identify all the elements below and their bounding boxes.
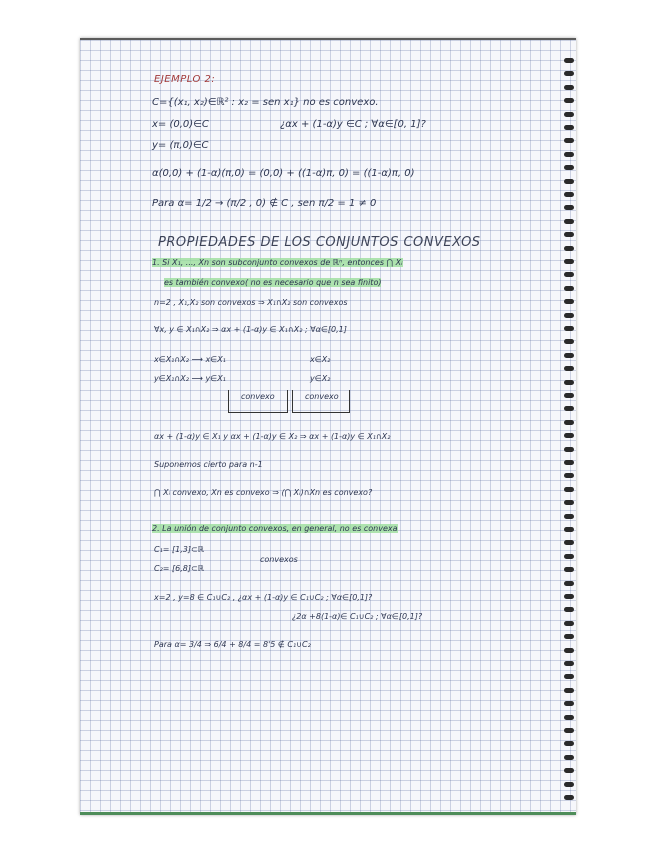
convexo-label-2: convexo <box>305 392 339 401</box>
spiral-ring <box>564 634 574 639</box>
spiral-ring <box>564 581 574 586</box>
properties-heading: PROPIEDADES DE LOS CONJUNTOS CONVEXOS <box>158 235 481 250</box>
example-title: EJEMPLO 2: <box>154 74 216 85</box>
spiral-ring <box>564 768 574 773</box>
right-row-2: y∈X₂ <box>310 374 331 383</box>
left-row-1: x∈X₁∩X₂ ⟶ x∈X₁ <box>154 355 226 364</box>
notebook-page <box>80 38 576 815</box>
suponemos-line: Suponemos cierto para n-1 <box>154 460 263 469</box>
spiral-ring <box>564 406 574 411</box>
spiral-ring <box>564 607 574 612</box>
spiral-ring <box>564 688 574 693</box>
spiral-ring <box>564 487 574 492</box>
spiral-ring <box>564 795 574 800</box>
spiral-ring <box>564 715 574 720</box>
spiral-ring <box>564 366 574 371</box>
point-y-line: y= (π,0)∈C <box>152 140 209 151</box>
property-1-line-1: 1. Si X₁, ..., Xn son subconjunto convexos de ℝⁿ, entonces ⋂ Xᵢ <box>152 258 403 267</box>
spiral-ring <box>564 246 574 251</box>
spiral-ring <box>564 527 574 532</box>
spiral-ring <box>564 179 574 184</box>
spiral-ring <box>564 259 574 264</box>
spiral-ring <box>564 272 574 277</box>
spiral-ring <box>564 339 574 344</box>
spiral-ring <box>564 380 574 385</box>
spiral-ring <box>564 621 574 626</box>
spiral-ring <box>564 728 574 733</box>
spiral-ring <box>564 433 574 438</box>
spiral-ring <box>564 554 574 559</box>
spiral-ring <box>564 540 574 545</box>
second-question-line: ¿2α +8(1-α)∈ C₁∪C₂ ; ∀α∈[0,1]? <box>292 612 423 621</box>
spiral-ring <box>564 313 574 318</box>
c1-line: C₁= [1,3]⊂ℝ <box>154 545 205 554</box>
convexo-label-1: convexo <box>241 392 275 401</box>
spiral-ring <box>564 420 574 425</box>
forall-line: ∀x, y ∈ X₁∩X₂ ⇒ αx + (1-α)y ∈ X₁∩X₂ ; ∀α∈[0,1] <box>154 325 347 334</box>
spiral-ring <box>564 353 574 358</box>
spiral-ring <box>564 138 574 143</box>
spiral-ring <box>564 112 574 117</box>
n2-line: n=2 , X₁,X₂ son convexos ⇒ X₁∩X₂ son convexos <box>154 298 348 307</box>
spiral-ring <box>564 232 574 237</box>
question-line: ¿αx + (1-α)y ∈C ; ∀α∈[0, 1]? <box>280 119 426 130</box>
spiral-ring <box>564 661 574 666</box>
spiral-ring <box>564 286 574 291</box>
convexo-box-right <box>292 390 350 413</box>
spiral-ring <box>564 85 574 90</box>
spiral-ring <box>564 393 574 398</box>
spiral-ring <box>564 165 574 170</box>
spiral-ring <box>564 299 574 304</box>
spiral-ring <box>564 219 574 224</box>
spiral-ring <box>564 460 574 465</box>
spiral-ring <box>564 447 574 452</box>
spiral-ring <box>564 674 574 679</box>
spiral-ring <box>564 205 574 210</box>
x2-line: x=2 , y=8 ∈ C₁∪C₂ , ¿αx + (1-α)y ∈ C₁∪C₂ ; ∀α∈[0,1]? <box>154 593 373 602</box>
induction-line: ⋂ Xᵢ convexo, Xn es convexo ⇒ (⋂ Xᵢ)∩Xn es convexo? <box>154 488 373 497</box>
left-row-2: y∈X₁∩X₂ ⟶ y∈X₁ <box>154 374 226 383</box>
point-x-line: x= (0,0)∈C <box>152 119 209 130</box>
spiral-ring <box>564 500 574 505</box>
spiral-ring <box>564 326 574 331</box>
spiral-ring <box>564 71 574 76</box>
convexo-box-left <box>228 390 288 413</box>
spiral-ring <box>564 701 574 706</box>
convexos-label: convexos <box>260 555 298 564</box>
spiral-ring <box>564 514 574 519</box>
spiral-ring <box>564 648 574 653</box>
result-line: αx + (1-α)y ∈ X₁ y αx + (1-α)y ∈ X₂ ⇒ αx + (1-α)y ∈ X₁∩X₂ <box>154 432 391 441</box>
combination-line: α(0,0) + (1-α)(π,0) = (0,0) + ((1-α)π, 0) = ((1-α)π, 0) <box>152 168 415 179</box>
spiral-ring <box>564 741 574 746</box>
spiral-ring <box>564 594 574 599</box>
right-row-1: x∈X₂ <box>310 355 331 364</box>
spiral-ring <box>564 98 574 103</box>
spiral-ring <box>564 192 574 197</box>
spiral-ring <box>564 473 574 478</box>
spiral-ring <box>564 58 574 63</box>
spiral-ring <box>564 782 574 787</box>
spiral-ring <box>564 125 574 130</box>
definition-line: C={(x₁, x₂)∈ℝ² : x₂ = sen x₁} no es convexo. <box>152 97 379 108</box>
spiral-ring <box>564 152 574 157</box>
c2-line: C₂= [6,8]⊂ℝ <box>154 564 205 573</box>
spiral-ring <box>564 755 574 760</box>
property-2-line: 2. La unión de conjunto convexos, en general, no es convexa <box>152 524 398 533</box>
property-1-line-2: es también convexo( no es necesario que n sea finito) <box>164 278 382 287</box>
para-line: Para α= 1/2 → (π/2 , 0) ∉ C , sen π/2 = 1 ≠ 0 <box>152 198 377 209</box>
spiral-ring <box>564 567 574 572</box>
final-line: Para α= 3/4 ⇒ 6/4 + 8/4 = 8'5 ∉ C₁∪C₂ <box>154 640 311 649</box>
